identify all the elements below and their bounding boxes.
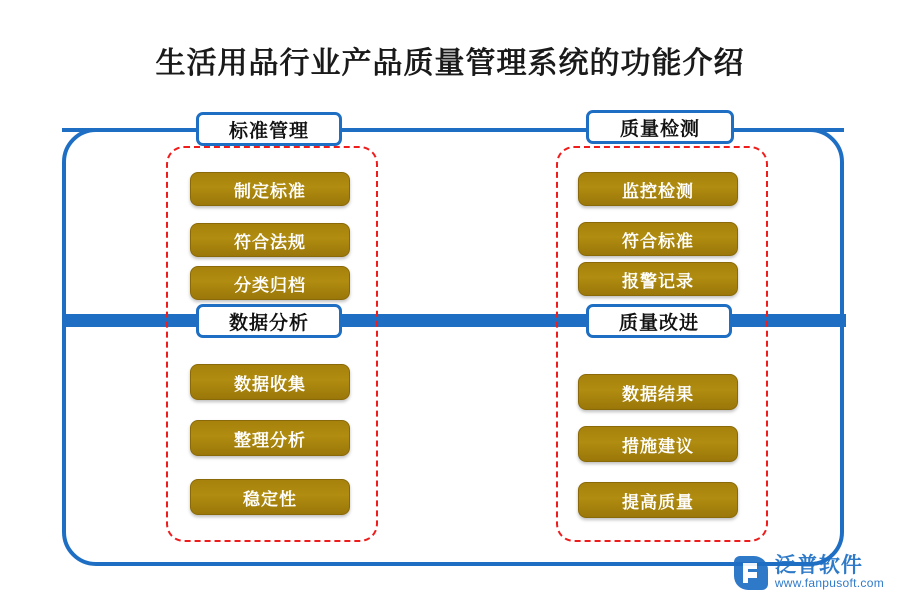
item-label: 措施建议 (622, 436, 694, 456)
group-header-standard-management[interactable] (196, 112, 342, 146)
item-box[interactable] (578, 482, 738, 518)
item-label: 分类归档 (234, 275, 306, 295)
item-box[interactable] (578, 172, 738, 206)
watermark (734, 555, 884, 590)
item-label: 数据收集 (234, 374, 306, 394)
group-header-label: 标准管理 (228, 120, 309, 142)
item-label: 符合标准 (622, 231, 694, 251)
item-box[interactable] (190, 266, 350, 300)
group-header-label: 数据分析 (228, 312, 309, 334)
item-box[interactable] (190, 172, 350, 206)
item-label: 整理分析 (234, 430, 306, 450)
item-box[interactable] (190, 223, 350, 257)
group-header-quality-inspection[interactable] (586, 110, 734, 144)
item-box[interactable] (190, 364, 350, 400)
brand-url: www.fanpusoft.com (774, 576, 884, 591)
group-header-label: 质量检测 (619, 118, 700, 140)
connector-left-to-right (338, 128, 596, 132)
item-label: 提高质量 (622, 492, 694, 512)
item-box[interactable] (190, 479, 350, 515)
group-header-quality-improvement[interactable] (586, 304, 732, 338)
item-box[interactable] (578, 426, 738, 462)
watermark-texts (775, 555, 884, 590)
group-header-label: 质量改进 (618, 312, 699, 334)
connector-left-edge (62, 128, 196, 132)
brand-name: 泛普软件 (774, 554, 863, 578)
item-label: 稳定性 (243, 489, 297, 509)
page-title: 生活用品行业产品质量管理系统的功能介绍 (155, 47, 745, 80)
brand-logo-icon (734, 556, 768, 590)
item-box[interactable] (578, 374, 738, 410)
item-label: 制定标准 (234, 181, 306, 201)
item-box[interactable] (578, 222, 738, 256)
group-header-data-analysis[interactable] (196, 304, 342, 338)
item-label: 符合法规 (234, 232, 306, 252)
item-box[interactable] (578, 262, 738, 296)
item-box[interactable] (190, 420, 350, 456)
item-label: 报警记录 (622, 271, 694, 291)
item-label: 数据结果 (622, 384, 694, 404)
item-label: 监控检测 (622, 181, 694, 201)
